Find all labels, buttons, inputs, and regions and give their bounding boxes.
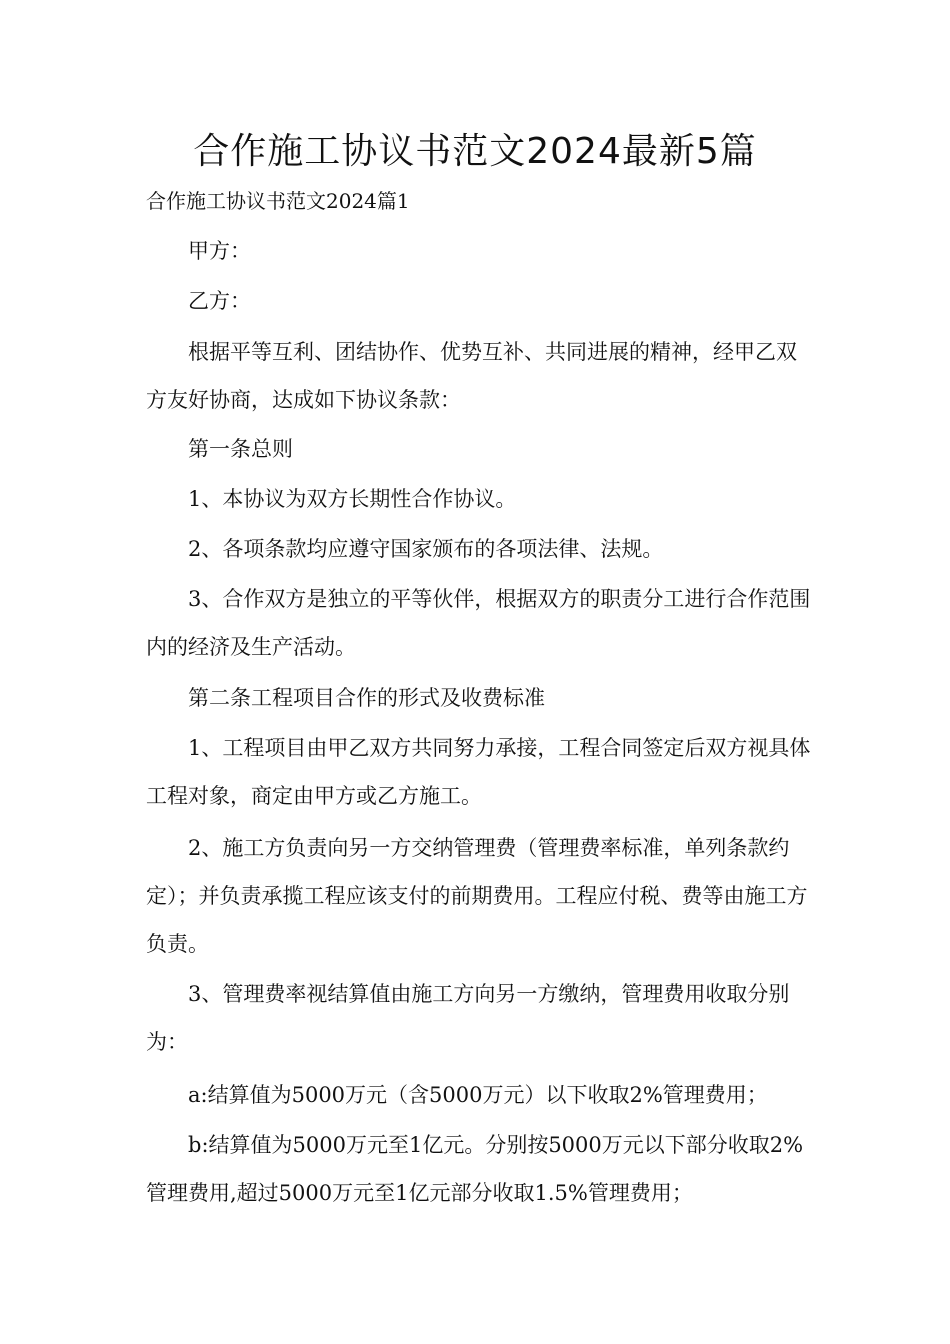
section-heading: 合作施工协议书范文2024篇1	[146, 189, 410, 213]
fee-rule-b: b:结算值为5000万元至1亿元。分别按5000万元以下部分收取2%管理费用,超过5000万元至1亿元部分收取1.5%管理费用；	[146, 1133, 804, 1205]
article-1-item-2: 2、各项条款均应遵守国家颁布的各项法律、法规。	[188, 537, 664, 561]
article-2-heading: 第二条工程项目合作的形式及收费标准	[188, 686, 545, 710]
article-1-item-1: 1、本协议为双方长期性合作协议。	[188, 487, 517, 511]
party-b-line: 乙方：	[188, 289, 251, 313]
preamble-paragraph: 根据平等互利、团结协作、优势互补、共同进展的精神，经甲乙双方友好协商，达成如下协议条款：	[146, 340, 797, 412]
party-a-line: 甲方：	[188, 239, 251, 263]
article-2-item-1: 1、工程项目由甲乙双方共同努力承接，工程合同签定后双方视具体工程对象，商定由甲方或乙方施工。	[146, 736, 811, 808]
fee-rule-a: a:结算值为5000万元（含5000万元）以下收取2%管理费用；	[188, 1083, 768, 1107]
document-title: 合作施工协议书范文2024最新5篇	[193, 131, 757, 172]
article-1-item-3: 3、合作双方是独立的平等伙伴，根据双方的职责分工进行合作范围内的经济及生产活动。	[146, 587, 811, 659]
article-1-heading: 第一条总则	[188, 437, 293, 461]
article-2-item-3: 3、管理费率视结算值由施工方向另一方缴纳，管理费用收取分别为：	[146, 982, 790, 1054]
article-2-item-2: 2、施工方负责向另一方交纳管理费（管理费率标准，单列条款约定）；并负责承揽工程应该支付的前期费用。工程应付税、费等由施工方负责。	[146, 836, 808, 956]
